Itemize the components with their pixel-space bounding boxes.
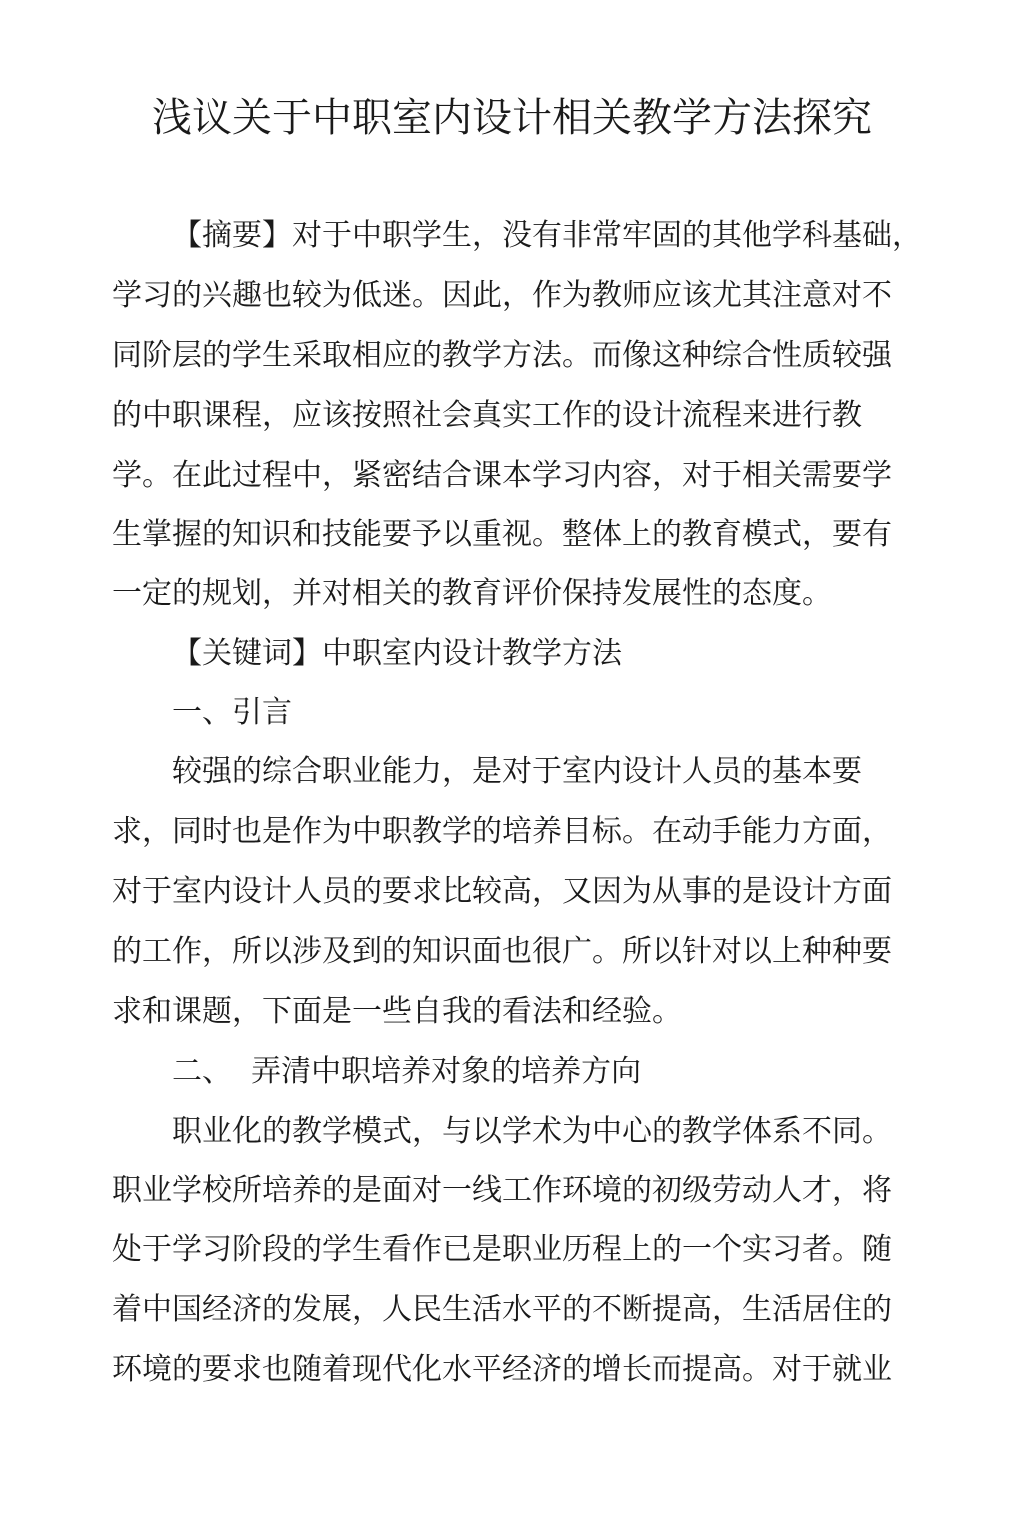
section2-line: 职业化的教学模式，与以学术为中心的教学体系不同。 (172, 1114, 892, 1149)
section1-line: 求，同时也是作为中职教学的培养目标。在动手能力方面， (112, 814, 892, 849)
section1-line: 的工作，所以涉及到的知识面也很广。所以针对以上种种要 (112, 934, 892, 969)
abstract-line: 一定的规划，并对相关的教育评价保持发展性的态度。 (112, 576, 832, 611)
section2-line: 着中国经济的发展，人民生活水平的不断提高，生活居住的 (112, 1292, 892, 1327)
section1-line: 求和课题，下面是一些自我的看法和经验。 (112, 994, 682, 1029)
section2-line: 处于学习阶段的学生看作已是职业历程上的一个实习者。随 (112, 1232, 892, 1267)
section2-line: 职业学校所培养的是面对一线工作环境的初级劳动人才，将 (112, 1173, 892, 1208)
section-heading-intro: 一、引言 (172, 695, 292, 730)
abstract-line: 生掌握的知识和技能要予以重视。整体上的教育模式，要有 (112, 517, 892, 552)
section1-line: 对于室内设计人员的要求比较高，又因为从事的是设计方面 (112, 874, 892, 909)
abstract-line: 同阶层的学生采取相应的教学方法。而像这种综合性质较强 (112, 338, 892, 373)
section-heading-training: 二、 弄清中职培养对象的培养方向 (172, 1054, 642, 1089)
section1-line: 较强的综合职业能力，是对于室内设计人员的基本要 (172, 754, 862, 789)
abstract-line: 学习的兴趣也较为低迷。因此，作为教师应该尤其注意对不 (112, 278, 892, 313)
keywords-line: 【关键词】中职室内设计教学方法 (172, 636, 622, 671)
section2-line: 环境的要求也随着现代化水平经济的增长而提高。对于就业 (112, 1352, 892, 1387)
abstract-line: 学。在此过程中，紧密结合课本学习内容，对于相关需要学 (112, 458, 892, 493)
abstract-line: 【摘要】对于中职学生，没有非常牢固的其他学科基础， (172, 218, 922, 253)
document-title: 浅议关于中职室内设计相关教学方法探究 (152, 95, 872, 141)
abstract-line: 的中职课程，应该按照社会真实工作的设计流程来进行教 (112, 398, 862, 433)
